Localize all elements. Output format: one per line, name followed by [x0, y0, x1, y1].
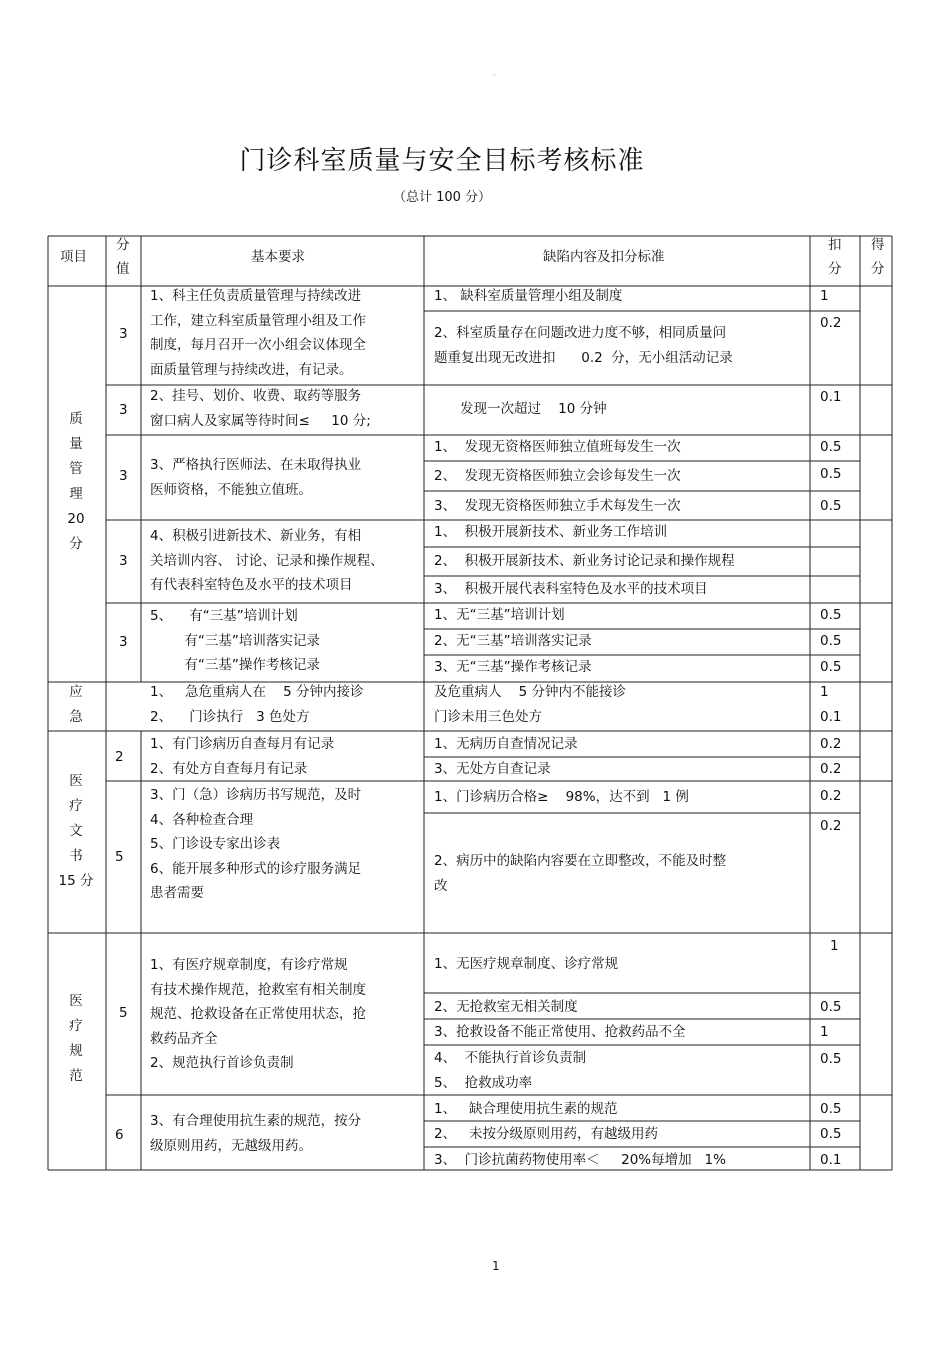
defect-text: 发现一次超过 10 分钟 — [460, 401, 607, 417]
score-cell: 6 — [115, 1127, 124, 1143]
section-quality-6: 分 — [69, 536, 83, 552]
section-quality-1: 质 — [69, 411, 83, 427]
section-docs-5: 15 分 — [58, 873, 94, 889]
deduction-value: 0.5 — [820, 1051, 842, 1067]
section-emergency-2: 急 — [69, 709, 83, 725]
deduction-value: 0.5 — [820, 439, 842, 455]
deduction-value: 0.5 — [820, 659, 842, 675]
deduction-value: 0.1 — [820, 1152, 842, 1168]
defect-text: 3、 门诊抗菌药物使用率＜ 20%每增加 1% — [434, 1152, 726, 1168]
header-get-2: 分 — [871, 261, 885, 277]
requirement-text: 3、严格执行医师法、在未取得执业 医师资格，不能独立值班。 — [150, 457, 362, 498]
defect-text: 2、 发现无资格医师独立会诊每发生一次 — [434, 468, 681, 484]
deduction-value: 1 — [820, 288, 829, 304]
defect-text: 2、无“三基”培训落实记录 — [434, 633, 592, 649]
header-score-2: 值 — [116, 261, 130, 277]
deduction-value: 0.5 — [820, 498, 842, 514]
deduction-value: 0.5 — [820, 999, 842, 1015]
header-get-1: 得 — [871, 237, 885, 253]
requirement-text: 3、有合理使用抗生素的规范，按分 级原则用药，无越级用药。 — [150, 1113, 362, 1154]
section-norms-3: 规 — [69, 1043, 83, 1059]
section-quality-3: 管 — [69, 461, 83, 477]
deduction-value: 0.1 — [820, 389, 842, 405]
section-emergency-1: 应 — [69, 684, 83, 700]
defect-text: 1、无医疗规章制度、诊疗常规 — [434, 956, 619, 972]
requirement-text: 1、科主任负责质量管理与持续改进 工作，建立科室质量管理小组及工作 制度，每月召开一次小组会议体现全 面质量管理与持续改进，有记录。 — [150, 288, 366, 378]
defect-text: 3、 积极开展代表科室特色及水平的技术项目 — [434, 581, 708, 597]
section-docs-3: 文 — [69, 823, 83, 839]
defect-text: 1、 缺科室质量管理小组及制度 — [434, 288, 623, 304]
defect-text: 2、病历中的缺陷内容要在立即整改，不能及时整 改 — [434, 853, 727, 894]
section-docs-1: 医 — [69, 773, 83, 789]
deduction-value: 0.2 — [820, 818, 842, 834]
defect-text: 2、无抢救室无相关制度 — [434, 999, 578, 1015]
page-subtitle: （总计 100 分） — [392, 190, 492, 205]
score-cell: 5 — [115, 849, 124, 865]
page-number: 1 — [492, 1259, 500, 1273]
header-defect: 缺陷内容及扣分标准 — [543, 249, 665, 265]
score-cell: 3 — [119, 468, 128, 484]
header-score-1: 分 — [116, 237, 130, 253]
score-cell: 3 — [119, 402, 128, 418]
header-deduct-2: 分 — [828, 261, 842, 277]
defect-text: 2、科室质量存在问题改进力度不够，相同质量问 题重复出现无改进扣 0.2 分，无小组活动记录 — [434, 325, 733, 366]
header-item: 项目 — [60, 249, 87, 265]
deduction-value: 0.5 — [820, 607, 842, 623]
section-norms-1: 医 — [69, 993, 83, 1009]
page-title: 门诊科室质量与安全目标考核标准 — [239, 146, 645, 176]
deduction-value: 0.5 — [820, 466, 842, 482]
section-norms-4: 范 — [69, 1068, 83, 1084]
score-cell: 3 — [119, 326, 128, 342]
defect-text: 3、无处方自查记录 — [434, 761, 551, 777]
deduction-value: 0.2 — [820, 736, 842, 752]
defect-text: 2、 积极开展新技术、新业务讨论记录和操作规程 — [434, 553, 735, 569]
defect-text: 及危重病人 5 分钟内不能接诊 门诊未用三色处方 — [434, 684, 627, 725]
defect-text: 3、无“三基”操作考核记录 — [434, 659, 592, 675]
header-deduct-1: 扣 — [828, 237, 842, 253]
deduction-value: 1 0.1 — [820, 684, 842, 725]
defect-text: 3、 发现无资格医师独立手术每发生一次 — [434, 498, 681, 514]
requirement-text: 5、 有“三基”培训计划 有“三基”培训落实记录 有“三基”操作考核记录 — [150, 608, 320, 673]
section-quality-4: 理 — [69, 486, 83, 502]
defect-text: 1、 积极开展新技术、新业务工作培训 — [434, 524, 668, 540]
deduction-value: 0.2 — [820, 761, 842, 777]
deduction-value: 0.5 — [820, 1126, 842, 1142]
defect-text: 1、 发现无资格医师独立值班每发生一次 — [434, 439, 681, 455]
section-quality-5: 20 — [67, 511, 85, 527]
deduction-value: 0.5 — [820, 1101, 842, 1117]
header-mark: 。 — [493, 69, 500, 77]
defect-text: 2、 未按分级原则用药，有越级用药 — [434, 1126, 658, 1142]
requirement-text: 3、门（急）诊病历书写规范，及时 4、各种检查合理 5、门诊设专家出诊表 6、能开展多种形式的诊疗服务满足 患者需要 — [150, 787, 362, 901]
requirement-text: 2、挂号、划价、收费、取药等服务 窗口病人及家属等待时间≤ 10 分; — [150, 388, 371, 429]
header-requirement: 基本要求 — [251, 249, 305, 265]
deduction-value: 1 — [820, 1024, 829, 1040]
defect-text: 1、门诊病历合格≥ 98%，达不到 1 例 — [434, 789, 689, 805]
deduction-value: 0.2 — [820, 315, 842, 331]
defect-text: 1、 缺合理使用抗生素的规范 — [434, 1101, 618, 1117]
deduction-value: 1 — [830, 938, 839, 954]
requirement-text: 1、有门诊病历自查每月有记录 2、有处方自查每月有记录 — [150, 736, 335, 777]
section-quality-2: 量 — [69, 436, 83, 452]
defect-text: 3、抢救设备不能正常使用、抢救药品不全 — [434, 1024, 686, 1040]
requirement-text: 1、 急危重病人在 5 分钟内接诊 2、 门诊执行 3 色处方 — [150, 684, 364, 725]
score-cell: 3 — [119, 553, 128, 569]
score-cell: 2 — [115, 749, 124, 765]
section-norms-2: 疗 — [69, 1018, 83, 1034]
defect-text: 4、 不能执行首诊负责制 5、 抢救成功率 — [434, 1050, 587, 1091]
deduction-value: 0.5 — [820, 633, 842, 649]
score-cell: 5 — [119, 1005, 128, 1021]
defect-text: 1、无病历自查情况记录 — [434, 736, 578, 752]
deduction-value: 0.2 — [820, 788, 842, 804]
section-docs-4: 书 — [69, 848, 83, 864]
score-cell: 3 — [119, 634, 128, 650]
requirement-text: 1、有医疗规章制度，有诊疗常规 有技术操作规范，抢救室有相关制度 规范、抢救设备在正常使用状态，抢 救药品齐全 2、规范执行首诊负责制 — [150, 957, 366, 1071]
section-docs-2: 疗 — [69, 798, 83, 814]
requirement-text: 4、积极引进新技术、新业务，有相 关培训内容、 讨论、记录和操作规程、 有代表科室特色及水平的技术项目 — [150, 528, 384, 593]
defect-text: 1、无“三基”培训计划 — [434, 607, 565, 623]
